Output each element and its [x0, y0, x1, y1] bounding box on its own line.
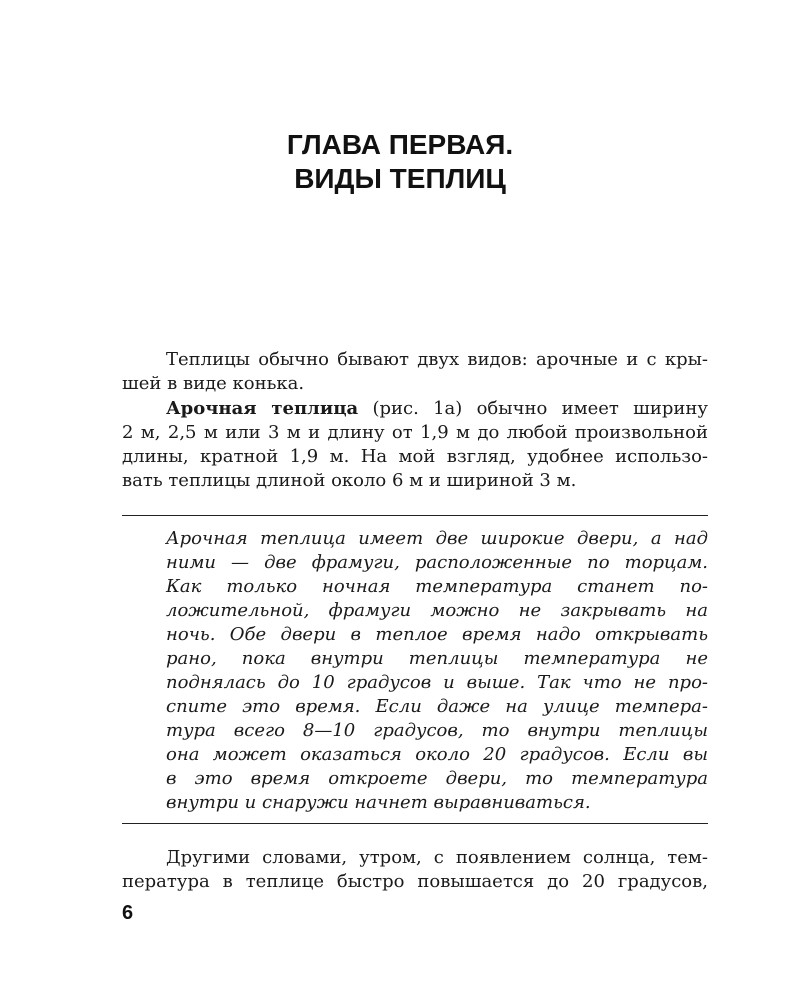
text-line: пература в теплице быстро повышается до 20 градусов,	[122, 871, 708, 892]
callout-line: тура всего 8—10 градусов, то внутри теплицы	[166, 720, 708, 741]
term-arched-greenhouse: Арочная теплица	[166, 398, 359, 419]
callout-top-rule	[122, 515, 708, 516]
callout-line: спите это время. Если даже на улице темпера-	[166, 696, 708, 717]
chapter-title	[0, 128, 800, 196]
text-line: Теплицы обычно бывают двух видов: арочные и с кры-	[166, 349, 708, 370]
text-line: вать теплицы длиной около 6 м и шириной 3 м.	[122, 470, 577, 491]
text-line: шей в виде конька.	[122, 373, 305, 394]
text-line	[166, 397, 708, 421]
callout-line: рано, пока внутри теплицы температура не	[166, 648, 708, 669]
text-fragment: (рис. 1а) обычно имеет ширину	[358, 398, 708, 419]
page-number: 6	[122, 902, 134, 924]
text-line: длины, кратной 1,9 м. На мой взгляд, удобнее использо-	[122, 446, 708, 467]
callout-line: поднялась до 10 градусов и выше. Так что не про-	[166, 672, 708, 693]
callout-line: она может оказаться около 20 градусов. Если вы	[166, 744, 708, 765]
chapter-title-line-1: ГЛАВА ПЕРВАЯ.	[286, 129, 514, 160]
callout-line: Как только ночная температура станет по-	[166, 576, 708, 597]
callout-line: ночь. Обе двери в теплое время надо открывать	[166, 624, 708, 645]
callout-line: в это время откроете двери, то температура	[166, 768, 708, 789]
chapter-title-line-2: ВИДЫ ТЕПЛИЦ	[294, 163, 506, 194]
callout-line: внутри и снаружи начнет выравниваться.	[166, 792, 591, 813]
text-line: 2 м, 2,5 м или 3 м и длину от 1,9 м до любой произвольной	[122, 422, 708, 443]
callout-line: ними — две фрамуги, расположенные по торцам.	[166, 552, 708, 573]
text-line: Другими словами, утром, с появлением солнца, тем-	[166, 847, 708, 868]
callout-line: Арочная теплица имеет две широкие двери, а над	[166, 528, 708, 549]
callout-line: ложительной, фрамуги можно не закрывать на	[166, 600, 708, 621]
callout-bottom-rule	[122, 823, 708, 824]
